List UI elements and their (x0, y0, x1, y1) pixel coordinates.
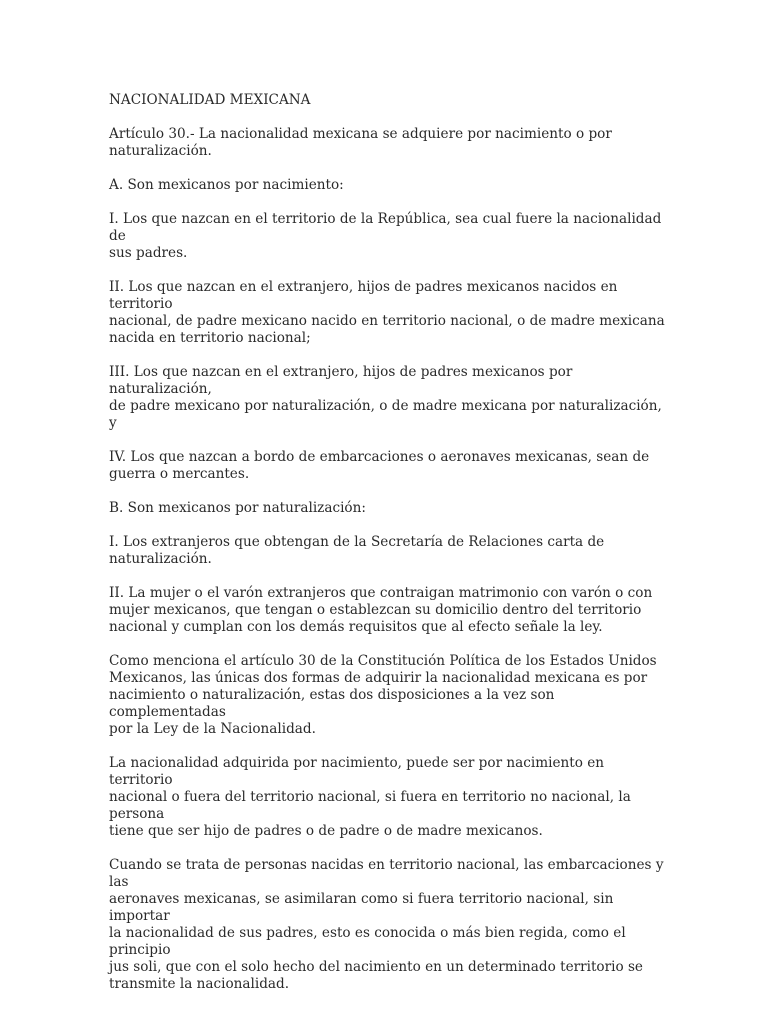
section-heading-b: B. Son mexicanos por naturalización: (109, 500, 366, 516)
paragraph-commentary-2: La nacionalidad adquirida por nacimiento, puede ser por nacimiento en territorio nacional o fuera del territorio nacional, si fuera en territorio no nacional, la persona tiene que ser hijo de padres o de padre o de madre mexicanos. (109, 755, 631, 839)
list-item-a-iv: IV. Los que nazcan a bordo de embarcaciones o aeronaves mexicanas, sean de guerra o mercantes. (109, 449, 650, 482)
paragraph-commentary-1: Como menciona el artículo 30 de la Constitución Política de los Estados Unidos Mexicanos, las únicas dos formas de adquirir la nacionalidad mexicana es por nacimiento o naturalización, estas dos disposiciones a la vez son complementadas por la Ley de la Nacionalidad. (109, 653, 657, 737)
document-title: NACIONALIDAD MEXICANA (109, 92, 311, 108)
paragraph-commentary-3: Cuando se trata de personas nacidas en territorio nacional, las embarcaciones y las aeronaves mexicanas, se asimilaran como si fuera territorio nacional, sin importar la nacionalidad de sus padres, esto es conocida o más bien regida, como el principio jus soli, que con el solo hecho del nacimiento en un determinado territorio se transmite la nacionalidad. (109, 857, 664, 992)
section-heading-a: A. Son mexicanos por nacimiento: (109, 177, 344, 193)
list-item-a-ii: II. Los que nazcan en el extranjero, hijos de padres mexicanos nacidos en territorio nacional, de padre mexicano nacido en territorio nacional, o de madre mexicana nacida en territorio nacional; (109, 279, 665, 346)
list-item-b-i: I. Los extranjeros que obtengan de la Secretaría de Relaciones carta de naturalización. (109, 534, 605, 567)
list-item-b-ii: II. La mujer o el varón extranjeros que contraigan matrimonio con varón o con mujer mexicanos, que tengan o establezcan su domicilio dentro del territorio nacional y cumplan con los demás requisitos que al efecto señale la ley. (109, 585, 653, 635)
document-page (109, 92, 669, 1010)
paragraph-articulo-30: Artículo 30.- La nacionalidad mexicana se adquiere por nacimiento o por naturalización. (109, 126, 612, 159)
list-item-a-iii: III. Los que nazcan en el extranjero, hijos de padres mexicanos por naturalización, de padre mexicano por naturalización, o de madre mexicana por naturalización, y (109, 364, 662, 431)
list-item-a-i: I. Los que nazcan en el territorio de la República, sea cual fuere la nacionalidad de sus padres. (109, 211, 662, 261)
